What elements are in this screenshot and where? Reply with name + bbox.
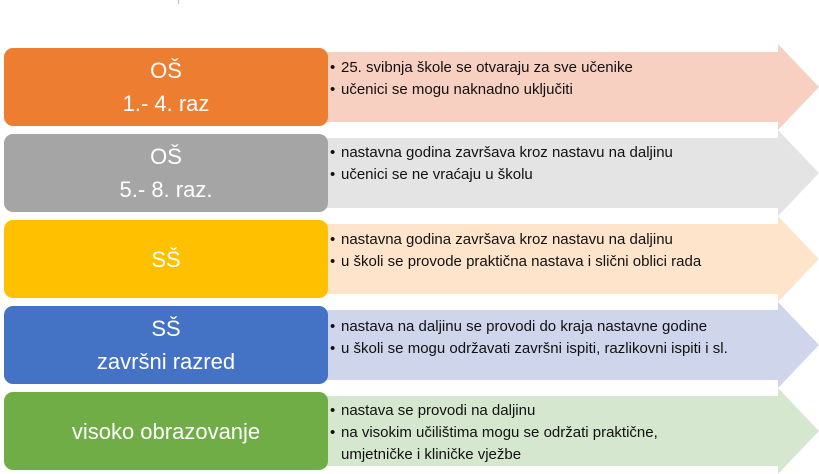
category-label-line: 1.- 4. raz <box>122 91 210 116</box>
category-label-line: završni razred <box>96 349 236 374</box>
category-box <box>4 48 328 126</box>
bullet-item: • nastava na daljinu se provodi do kraja nastavne godine <box>330 316 750 338</box>
category-label-line: OŠ <box>150 58 182 83</box>
category-box <box>4 134 328 212</box>
bullet-list <box>330 316 750 360</box>
bullet-item: • učenici se ne vraćaju u školu <box>330 164 750 186</box>
bullet-list <box>330 57 750 101</box>
row-ss-zavrsni <box>0 302 819 388</box>
category-label-line: SŠ <box>151 246 181 272</box>
category-box <box>4 392 328 470</box>
bullet-item: • na visokim učilištima mogu se održati praktične, umjetničke i kliničke vježbe <box>330 422 730 466</box>
row-visoko-obrazovanje <box>0 388 819 474</box>
top-tick-mark <box>178 0 179 4</box>
category-label-line: visoko obrazovanje <box>71 418 261 444</box>
bullet-item: • učenici se mogu naknadno uključiti <box>330 79 750 101</box>
category-box <box>4 306 328 384</box>
row-ss <box>0 216 819 302</box>
bullet-item: • nastavna godina završava kroz nastavu na daljinu <box>330 229 750 251</box>
category-box <box>4 220 328 298</box>
bullet-list <box>330 400 730 466</box>
bullet-list <box>330 229 750 273</box>
bullet-item: • 25. svibnja škole se otvaraju za sve učenike <box>330 57 750 79</box>
category-label-line: SŠ <box>151 316 181 341</box>
category-label-line: 5.- 8. raz. <box>119 177 213 202</box>
bullet-item: • nastava se provodi na daljinu <box>330 400 730 422</box>
category-label-line: OŠ <box>150 144 182 169</box>
bullet-list <box>330 142 750 186</box>
bullet-item: • nastavna godina završava kroz nastavu na daljinu <box>330 142 750 164</box>
row-os-1-4 <box>0 44 819 130</box>
bullet-item: • u školi se mogu održavati završni ispiti, razlikovni ispiti i sl. <box>330 338 750 360</box>
row-os-5-8 <box>0 130 819 216</box>
bullet-item: • u školi se provode praktična nastava i slični oblici rada <box>330 251 750 273</box>
